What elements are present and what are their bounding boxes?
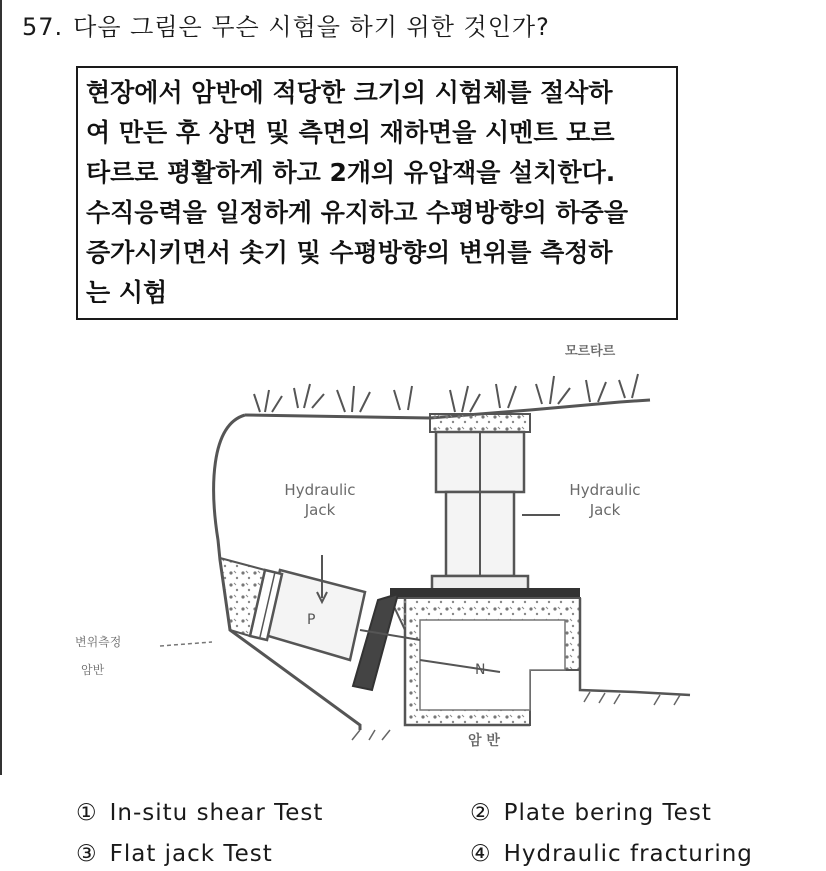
left-margin-rule: [0, 0, 2, 775]
left-jack-label-line: Jack: [304, 501, 336, 519]
choice-number: ②: [470, 800, 492, 826]
description-box: [76, 66, 678, 320]
choice-text: Hydraulic fracturing: [503, 841, 753, 867]
left-side-label: [75, 628, 121, 684]
vertical-jack-plate: [432, 576, 528, 590]
p-label: P: [307, 612, 316, 628]
shear-test-figure: [60, 330, 750, 770]
left-side-label-line: 변위측정: [75, 635, 122, 649]
choice-number: ③: [76, 841, 98, 867]
choice-2[interactable]: [470, 798, 712, 828]
choice-1[interactable]: [76, 798, 323, 828]
figure-top-label: 모르타르: [565, 344, 616, 359]
choice-text: Plate bering Test: [503, 800, 712, 826]
choice-3[interactable]: [76, 839, 273, 869]
description-line: 증가시키면서 솟기 및 수평방향의 변위를 측정하: [86, 238, 613, 267]
top-mortar-block: [430, 414, 530, 432]
description-line: 는 시험: [86, 278, 168, 307]
right-jack-label-line: Jack: [589, 501, 621, 519]
question-text: 다음 그림은 무슨 시험을 하기 위한 것인가?: [73, 13, 550, 41]
choice-4[interactable]: [470, 839, 753, 869]
left-jack-label: [275, 480, 365, 520]
question-number: 57.: [22, 13, 64, 41]
choice-text: Flat jack Test: [109, 841, 273, 867]
right-wall: [580, 598, 690, 695]
bottom-rock-label: 암 반: [468, 733, 500, 749]
description-line: 타르로 평활하게 하고 2개의 유압잭을 설치한다.: [86, 158, 616, 187]
shear-test-diagram: [60, 330, 750, 770]
choice-number: ①: [76, 800, 98, 826]
left-jack-label-line: Hydraulic: [284, 481, 356, 499]
top-loading-plate: [390, 588, 580, 598]
description-line: 여 만든 후 상면 및 측면의 재하면을 시멘트 모르: [86, 118, 615, 147]
question-title: [22, 10, 550, 44]
n-label: N: [475, 662, 486, 678]
left-side-label-line: 암반: [81, 663, 105, 677]
specimen-core: [420, 620, 565, 710]
choice-text: In-situ shear Test: [109, 800, 324, 826]
choice-number: ④: [470, 841, 492, 867]
right-jack-label-line: Hydraulic: [569, 481, 641, 499]
description-line: 현장에서 암반에 적당한 크기의 시험체를 절삭하: [86, 78, 613, 107]
right-jack-label: [560, 480, 650, 520]
left-leader-line: [160, 642, 212, 646]
description-line: 수직응력을 일정하게 유지하고 수평방향의 하중을: [86, 198, 628, 227]
